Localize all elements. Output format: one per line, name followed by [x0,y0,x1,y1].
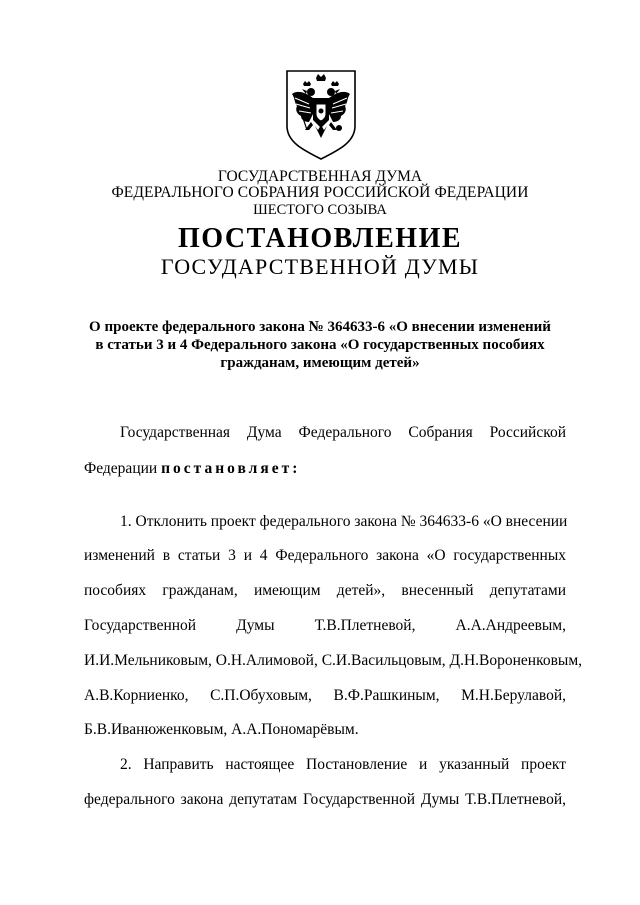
item1-line-7: Б.В.Иванюженковым, А.А.Пономарёвым. [84,721,359,738]
item1-line-1: 1. Отклонить проект федерального закона № 364633-6 «О внесении [120,513,568,530]
subject-line-1: О проекте федерального закона № 364633-6 «О внесении изменений [89,319,551,335]
item1-line-4: Государственной Думы Т.В.Плетневой, А.А.Андреевым, [84,617,566,634]
item1-line-2: изменений в статьи 3 и 4 Федерального закона «О государственных [84,547,566,564]
item1-line-3: пособиях гражданам, имеющим детей», внесенный депутатами [84,582,566,599]
subject-line-3: гражданам, имеющим детей» [220,355,420,371]
subject-line-2: в статьи 3 и 4 Федерального закона «О государственных пособиях [95,337,545,353]
preamble-line-2-start: Федерации [84,460,162,477]
issuer-line-3: ШЕСТОГО СОЗЫВА [253,202,387,218]
coat-of-arms-icon [283,68,359,160]
item2-line-2: федерального закона депутатам Государственной Думы Т.В.Плетневой, [84,791,566,808]
decree-word: постановляет: [161,460,301,477]
document-title: ПОСТАНОВЛЕНИЕ [177,223,463,254]
document-subtitle: ГОСУДАРСТВЕННОЙ ДУМЫ [160,254,480,279]
issuer-line-2: ФЕДЕРАЛЬНОГО СОБРАНИЯ РОССИЙСКОЙ ФЕДЕРАЦИИ [111,184,529,201]
preamble-line-2 [84,459,566,479]
preamble-line-1: Государственная Дума Федерального Собрания Российской [120,424,566,441]
item1-line-6: А.В.Корниенко, С.П.Обуховым, В.Ф.Рашкиным, М.Н.Берулавой, [84,687,566,704]
item2-line-1: 2. Направить настоящее Постановление и указанный проект [120,756,566,773]
item1-line-5: И.И.Мельниковым, О.Н.Алимовой, С.И.Васильцовым, Д.Н.Вороненковым, [84,652,582,669]
issuer-line-1: ГОСУДАРСТВЕННАЯ ДУМА [217,168,423,185]
